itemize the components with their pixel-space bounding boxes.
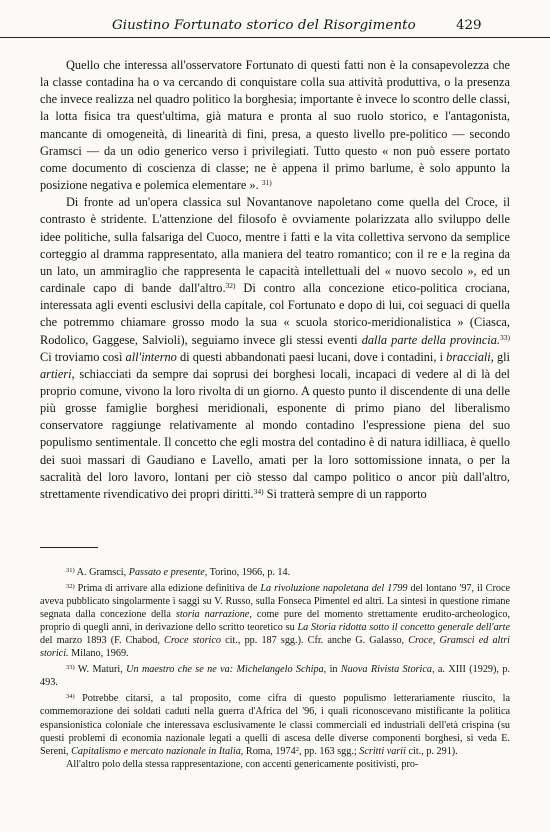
italic-text: artieri, — [40, 366, 75, 381]
paragraph — [40, 194, 510, 503]
note-ref: 31) — [66, 567, 75, 574]
italic-text: La rivoluzione napoletana del 1799 — [260, 583, 408, 595]
note-ref: 2 — [295, 745, 299, 753]
text-run: A. Gramsci, — [74, 567, 129, 578]
italic-text: all'interno — [125, 349, 177, 364]
text-run: schiacciati da sempre dai soprusi dei borghesi locali, incapaci di vedere al di là del proprio comune, vivono la loro rivolta di un giorno. A questo punto il discendente di una delle più grosse famiglie borghesi meridionali, esponente di primo piano del liberalismo conservatore raggiunge relativamente al mondo contadino l'espressione piena del suo populismo sentimentale. Il concetto che egli mostra del contadino è di natura idilliaca, è quello dei suoi massari di Gaudiano e Lavello, amati per la loro sottomissione innata, o per la sacralità del loro lavoro, lontani per ciò stesso dal campo politico o ancor più dall'altro, strettamente rivendicativo dei propri diritti. — [40, 366, 510, 501]
text-run: Milano, 1969. — [68, 648, 129, 660]
text-run: cit., p. 291). — [405, 745, 458, 757]
italic-text: Capitalismo e mercato nazionale in Italia, — [71, 745, 244, 757]
paragraph — [40, 57, 510, 194]
footnote-rule — [40, 547, 98, 548]
italic-text: Un maestro che se ne va: Michelangelo Schipa, — [126, 664, 327, 676]
text-run: Di fronte ad un'opera classica sul Novantanove napoletano come quella del Croce, il contrasto è stridente. L'attenzione del filosofo è ovviamente polarizzata allo sviluppo delle idee politiche, sulla falsariga del Cuoco, mentre i fatti e la vita collettiva servono da semplice corteggio al dramma rappresentato, alla maniera del teatro romantico; con il re e la regina da un lato, un ammiraglio che rappresenta le capacità intellettuali del « nuovo secolo », ed un cardinale capo di bande dall'altro. — [40, 195, 510, 296]
text-run: Prima di arrivare alla edizione definitiva de — [74, 583, 261, 595]
text-run: come pure del momento strettamente erudito-archeologico, proprio di quegli anni, in derivazione dello scritto teoretico su — [40, 609, 510, 634]
running-title: Giustino Fortunato storico del Risorgimento — [112, 18, 416, 33]
footnote — [40, 663, 510, 689]
note-ref: 32) — [225, 281, 236, 291]
footnote-continuation — [40, 758, 510, 771]
italic-text: La Storia ridotta sotto il concetto generale dell'arte — [297, 622, 510, 634]
italic-text: Croce storico — [164, 635, 221, 647]
text-run: del marzo 1893 (F. Chabod, — [40, 635, 165, 647]
text-run: Quello che interessa all'osservatore Fortunato di questi fatti non è la consapevolezza che la classe contadina ha o va cercando di conquistare colla sua attività produttiva, o la presenza che invece realizza nel quadro politico la borghesia; importante è invece lo scontro delle classi, la lotta fisica tra quest'ultima, già matura e pronta al suo ruolo storico, e l'antagonista, mancante di omogeneità, di linearità di fini, presa, a questo livello pre-politico — secondo Gramsci — da un odio generico verso i privilegiati. Tutto questo « non può essere portato come documento di coscienza di classe; ne è appena il primo barlume, è solo appunto la posizione negativa e polemica elementare ». — [40, 58, 510, 193]
text-run: del lontano '97, il Croce aveva pubblicato singolarmente i saggi su V. Russo, sulla Fonseca Pimentel ed altri. La sintesi in questione rimane segnata dalla concezione della — [40, 583, 511, 621]
italic-text: Passato e presente, — [128, 567, 208, 578]
text-run: W. Maturi, — [74, 664, 127, 676]
page-number: 429 — [456, 18, 482, 33]
italic-text: Croce, Gramsci ed altri storici. — [40, 635, 510, 660]
note-ref: 33) — [500, 332, 510, 342]
text-run: Di contro alla concezione etico-politica crociana, interessata agli eventi esclusivi della capitale, col Fortunato e dopo di lui, coi seguaci di quella che potremmo chiamare grosso modo la sua « scuola storico-meridionalistica » (Ciasca, Rodolico, Gaggese, Salvioli), seguiamo invece gli stessi eventi — [40, 281, 510, 347]
note-ref: 34) — [66, 693, 75, 701]
italic-text: Scritti varii — [359, 745, 406, 757]
footnote — [40, 692, 510, 757]
main-text — [40, 57, 510, 503]
italic-text: storia narrazione, — [175, 609, 252, 621]
note-ref: 32) — [66, 583, 75, 591]
footnote — [40, 582, 510, 660]
footnotes — [40, 566, 510, 771]
note-ref: 31) — [261, 178, 272, 188]
text-run: Ci troviamo così — [40, 349, 126, 364]
text-run: All'altro polo della stessa rappresentazione, con accenti genericamente positivisti, pro- — [66, 758, 419, 770]
text-run: Potrebbe citarsi, a tal proposito, come cifra di questo populismo letterariamente riuscito, la commemorazione dei soldati caduti nella guerra d'Africa del '96, i quali riconoscevano mistificante la politica espansionistica coloniale che interessava esclusivamente le classi commerciali ed industriali dell'età crispina (su questi problemi di economia nazionale legati a quelli di ascesa delle diverse componenti borghesi, si veda E. Sereni, — [40, 693, 510, 757]
header-rule — [0, 37, 550, 38]
text-run: Si tratterà sempre di un rapporto — [263, 486, 427, 501]
italic-text: Nuova Rivista Storica, — [340, 664, 435, 676]
italic-text: bracciali, — [446, 349, 494, 364]
text-run: gli — [493, 349, 510, 364]
note-ref: 33) — [66, 664, 75, 672]
text-run: in — [326, 664, 341, 676]
note-ref: 34) — [253, 486, 264, 496]
text-run: Torino, 1966, p. 14. — [207, 567, 291, 578]
text-run: Roma, 1974 — [243, 745, 296, 757]
footnote — [40, 566, 510, 579]
text-run: , pp. 163 sgg.; — [298, 745, 360, 757]
text-run: cit., pp. 187 sgg.). Cfr. anche G. Galasso, — [221, 635, 409, 647]
text-run: a. XIII (1929), p. 493. — [40, 664, 510, 689]
italic-text: dalla parte della provincia. — [361, 332, 500, 347]
text-run: di questi abbandonati paesi lucani, dove i contadini, i — [176, 349, 447, 364]
